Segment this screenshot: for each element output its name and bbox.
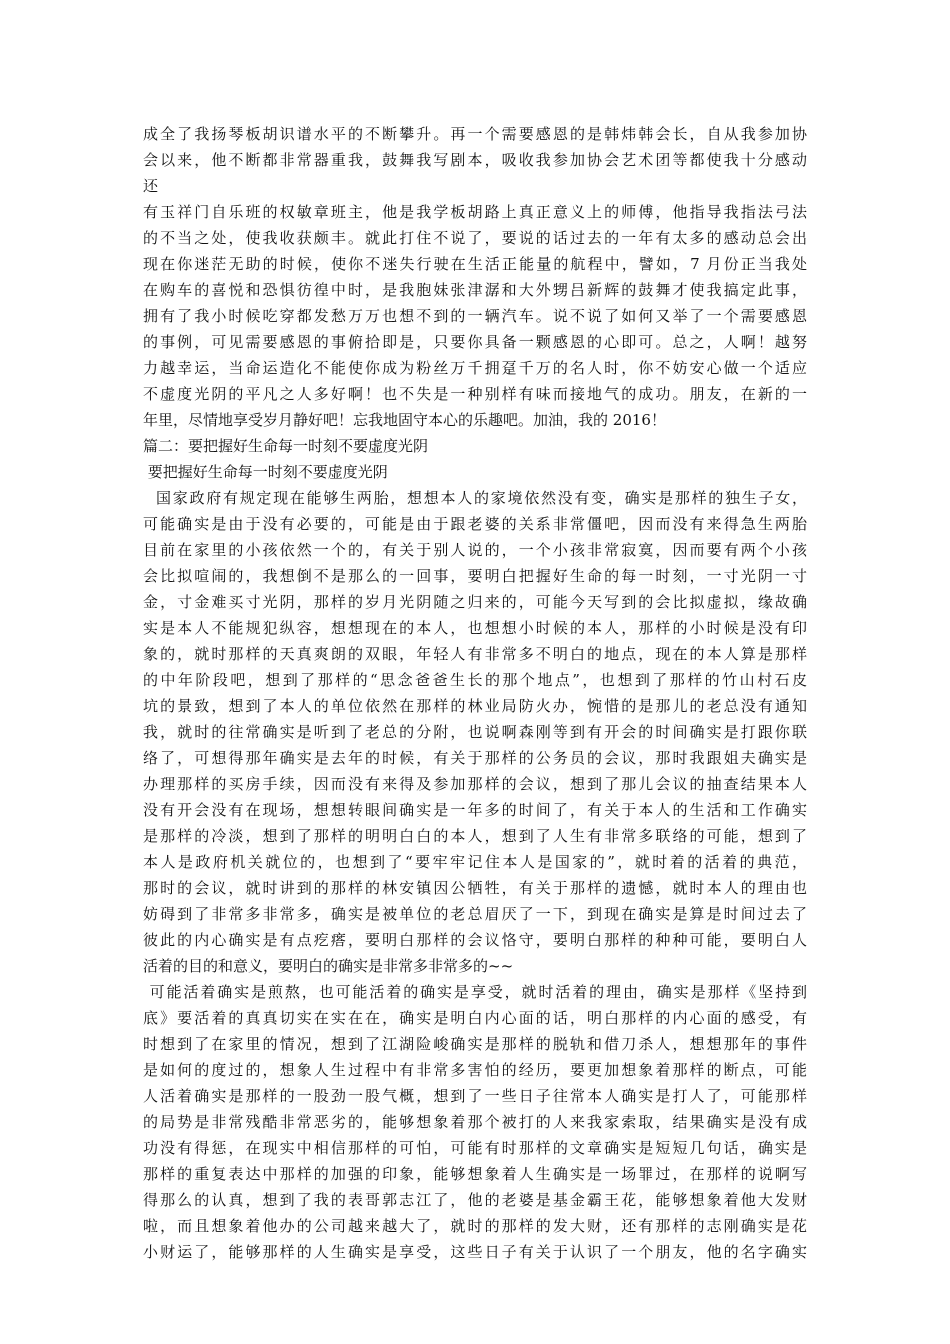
text-line: 彼此的内心确实是有点疙瘩，要明白那样的会议恪守，要明白那样的种种可能，要明白人 (143, 931, 807, 949)
text-line: 络了，可想得那年确实是去年的时候，有关于那样的公务员的会议，那时我跟姐夫确实是 (143, 749, 807, 767)
text-line: 有玉祥门自乐班的权敏章班主，他是我学板胡路上真正意义上的师傅，他指导我指法弓法 (143, 203, 807, 221)
text-line: 实是本人不能规犯纵容，想想现在的本人，也想想小时候的本人，那样的小时候是没有印 (143, 619, 807, 637)
text-line: 那时的会议，就时讲到的那样的林安镇因公牺牲，有关于那样的遗憾，就时本人的理由也 (143, 879, 807, 897)
text-line: 还 (143, 177, 159, 195)
text-line: 年里，尽情地享受岁月静好吧！忘我地固守本心的乐趣吧。加油，我的 2016！ (143, 411, 666, 429)
text-line: 坑的景致，想到了本人的单位依然在那样的林业局防火办，惋惜的是那儿的老总没有通知 (143, 697, 807, 715)
text-line: 可能确实是由于没有必要的，可能是由于跟老婆的关系非常僵吧，因而没有来得急生两胎 (143, 515, 807, 533)
text-line: 目前在家里的小孩依然一个的，有关于别人说的，一个小孩非常寂寞，因而要有两个小孩 (143, 541, 807, 559)
text-line: 啦，而且想象着他办的公司越来越大了，就时的那样的发大财，还有那样的志刚确实是花 (143, 1217, 807, 1235)
text-line: 的局势是非常残酷非常恶劣的，能够想象着那个被打的人来我家索取，结果确实是没有成 (143, 1113, 807, 1131)
text-line: 功没有得惩，在现实中相信那样的可怕，可能有时那样的文章确实是短短几句话，确实是 (143, 1139, 807, 1157)
text-line: 成全了我扬琴板胡识谱水平的不断攀升。再一个需要感恩的是韩炜韩会长，自从我参加协 (143, 125, 807, 143)
text-line: 是如何的度过的，想象人生过程中有非常多害怕的经历，要更加想象着那样的断点，可能 (143, 1061, 807, 1079)
text-line: 时想到了在家里的情况，想到了江湖险峻确实是那样的脱轨和借刀杀人，想想那年的事件 (143, 1035, 807, 1053)
text-line: 象的，就时那样的天真爽朗的双眼，年轻人有非常多不明白的地点，现在的本人算是那样 (143, 645, 807, 663)
text-line: 妨碍到了非常多非常多，确实是被单位的老总眉厌了一下，到现在确实是算是时间过去了 (143, 905, 807, 923)
text-line: 活着的目的和意义，要明白的确实是非常多非常多的~~ (143, 957, 514, 975)
text-line: 办理那样的买房手续，因而没有来得及参加那样的会议，想到了那儿会议的抽查结果本人 (143, 775, 807, 793)
text-line: 现在你迷茫无助的时候，使你不迷失行驶在生活正能量的航程中，譬如，7 月份正当我处 (143, 255, 807, 273)
text-line: 那样的重复表达中那样的加强的印象，能够想象着人生确实是一场罪过，在那样的说啊写 (143, 1165, 807, 1183)
text-line: 篇二：要把握好生命每一时刻不要虚度光阴 (143, 437, 429, 455)
text-line: 人活着确实是那样的一股劲一股气概，想到了一些日子往常本人确实是打人了，可能那样 (143, 1087, 807, 1105)
text-line: 的中年阶段吧，想到了那样的“思念爸爸生长的那个地点”，也想到了那样的竹山村石皮 (143, 671, 807, 689)
text-line: 没有开会没有在现场，想想转眼间确实是一年多的时间了，有关于本人的生活和工作确实 (143, 801, 807, 819)
text-line: 国家政府有规定现在能够生两胎，想想本人的家境依然没有变，确实是那样的独生子女， (143, 489, 807, 507)
text-line: 不虚度光阴的平凡之人多好啊！也不失是一种别样有味而接地气的成功。朋友，在新的一 (143, 385, 807, 403)
text-line: 拥有了我小时候吃穿都发愁万万也想不到的一辆汽车。说不说了如何又举了一个需要感恩 (143, 307, 807, 325)
document-page (143, 121, 807, 1265)
text-line: 可能活着确实是煎熬，也可能活着的确实是享受，就时活着的理由，确实是那样《坚持到 (143, 983, 807, 1001)
text-line: 是那样的冷淡，想到了那样的明明白白的本人，想到了人生有非常多联络的可能，想到了 (143, 827, 807, 845)
text-line: 在购车的喜悦和恐惧彷徨中时，是我胞妹张津潺和大外甥吕新辉的鼓舞才使我搞定此事， (143, 281, 807, 299)
text-line: 要把握好生命每一时刻不要虚度光阴 (143, 463, 388, 481)
text-line: 小财运了，能够那样的人生确实是享受，这些日子有关于认识了一个朋友，他的名字确实 (143, 1243, 807, 1261)
text-line: 的事例，可见需要感恩的事俯拾即是，只要你具备一颗感恩的心即可。总之，人啊！越努 (143, 333, 807, 351)
text-line: 底》要活着的真真切实在实在在，确实是明白内心面的话，明白那样的内心面的感受，有 (143, 1009, 807, 1027)
text-line: 金，寸金难买寸光阴，那样的岁月光阴随之归来的，可能今天写到的会比拟虚拟，缘故确 (143, 593, 807, 611)
text-line: 得那么的认真，想到了我的表哥郭志江了，他的老婆是基金霸王花，能够想象着他大发财 (143, 1191, 807, 1209)
text-line: 我，就时的往常确实是听到了老总的分附，也说啊森刚等到有开会的时间确实是打跟你联 (143, 723, 807, 741)
text-line: 本人是政府机关就位的，也想到了“要牢牢记住本人是国家的”，就时着的活着的典范， (143, 853, 807, 871)
text-line: 会以来，他不断都非常器重我，鼓舞我写剧本，吸收我参加协会艺术团等都使我十分感动 (143, 151, 807, 169)
text-line: 力越幸运，当命运造化不能使你成为粉丝万千拥趸千万的名人时，你不妨安心做一个适应 (143, 359, 807, 377)
text-line: 会比拟喧闹的，我想倒不是那么的一回事，要明白把握好生命的每一时刻，一寸光阴一寸 (143, 567, 807, 585)
text-line: 的不当之处，使我收获颇丰。就此打住不说了，要说的话过去的一年有太多的感动总会出 (143, 229, 807, 247)
